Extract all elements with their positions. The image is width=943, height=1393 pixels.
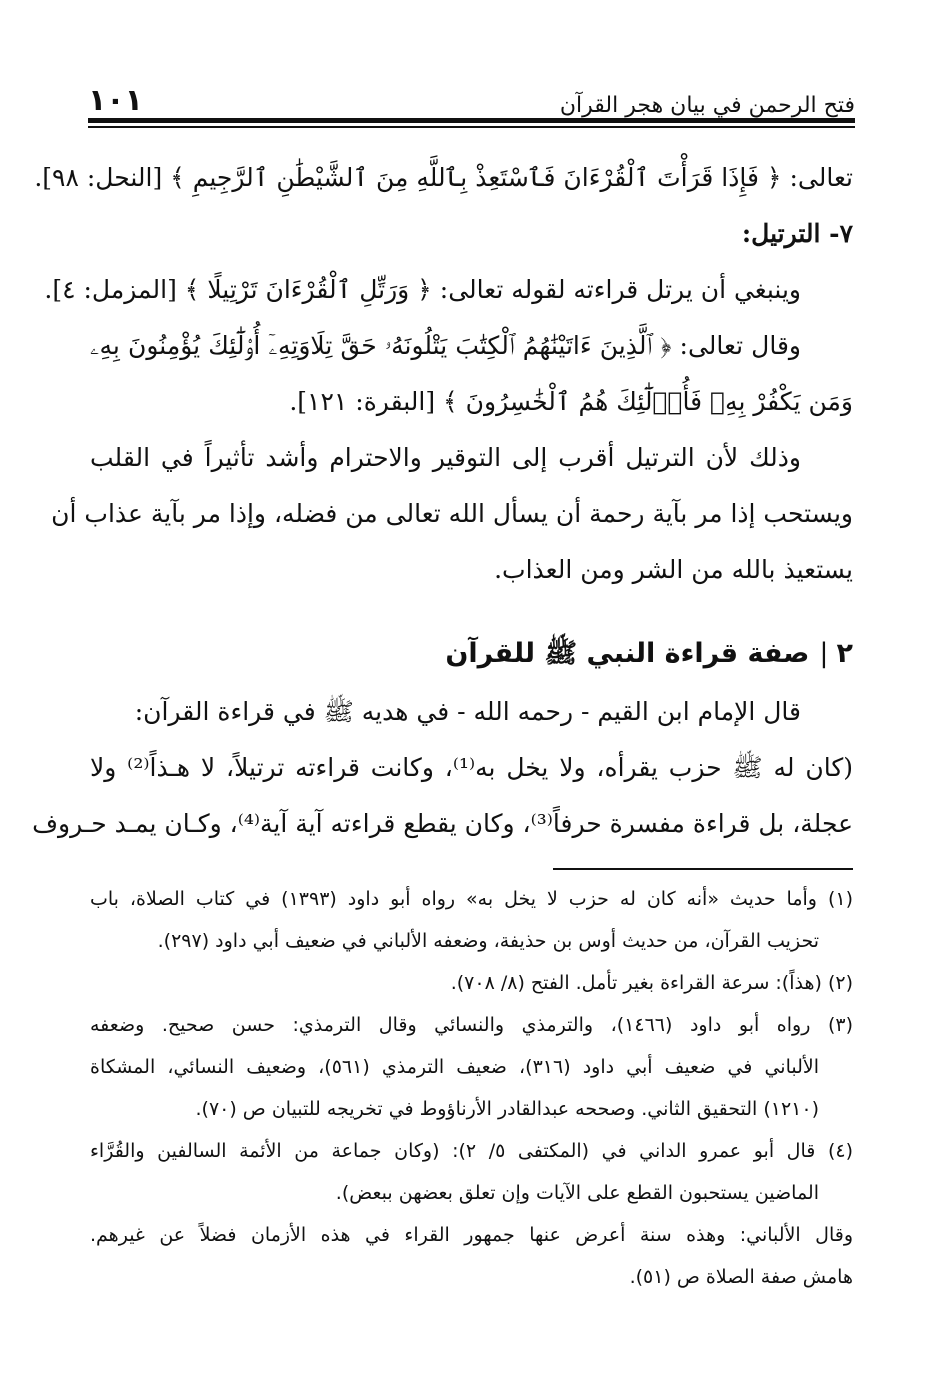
body-line: تعالى: ﴿ فَإِذَا قَرَأْتَ ٱلْقُرْءَانَ فَٱسْتَعِذْ بِٱللَّهِ مِنَ ٱلشَّيْطَٰنِ ٱلرَّجِيمِ ﴾ [النحل: ٩٨]. xyxy=(34,163,853,192)
body-line: قال الإمام ابن القيم - رحمه الله - في هديه ﷺ في قراءة القرآن: xyxy=(134,697,801,726)
section-divider-icon: | xyxy=(819,638,829,669)
footnote-line: تحزيب القرآن، من حديث أوس بن حذيفة، وضعفه الألباني في ضعيف أبي داود (٢٩٧). xyxy=(157,930,819,952)
footnote-line: (٣) رواه أبو داود (١٤٦٦)، والترمذي والنسائي وقال الترمذي: حسن صحيح. وضعفه xyxy=(90,1014,853,1036)
body-line: (كان له ﷺ حزب يقرأه، ولا يخل به⁽¹⁾، وكانت قراءته ترتيلاً، لا هـذاً⁽²⁾ ولا xyxy=(90,753,853,782)
running-title: فتح الرحمن في بيان هجر القرآن xyxy=(559,93,855,118)
footnote-line: الماضين يستحبون القطع على الآيات وإن تعلق بعضهن ببعض). xyxy=(335,1182,819,1204)
section-title: صفة قراءة النبي ﷺ للقرآن xyxy=(445,638,810,669)
page-number: ١٠١ xyxy=(88,83,143,118)
page-header xyxy=(88,78,855,118)
footnote-line: (٢) (هذاً): سرعة القراءة بغير تأمل. الفتح (٨/ ٧٠٨). xyxy=(450,972,853,994)
body-line: عجلة، بل قراءة مفسرة حرفاً⁽³⁾، وكان يقطع قراءته آية آية⁽⁴⁾، وكـان يمـد حـروف xyxy=(32,809,853,838)
footnote-line: (١) وأما حديث «أنه كان له حزب لا يخل به» رواه أبو داود (١٣٩٣) في كتاب الصلاة، باب xyxy=(90,888,853,910)
subheading-tartil: ٧- الترتيل: xyxy=(741,219,853,248)
footnote-line: الألباني في ضعيف أبي داود (٣١٦)، ضعيف الترمذي (٥٦١)، وضعيف النسائي، المشكاة xyxy=(90,1056,819,1078)
section-heading xyxy=(90,624,853,684)
footnotes xyxy=(90,878,853,1298)
body-line: وقال تعالى: ﴿ ٱلَّذِينَ ءَاتَيْنَٰهُمُ ٱلْكِتَٰبَ يَتْلُونَهُۥ حَقَّ تِلَاوَتِهِۦٓ أُو۟لَٰٓئِكَ يُؤْمِنُونَ بِهِۦ xyxy=(90,331,801,360)
body-line: يستعيذ بالله من الشر ومن العذاب. xyxy=(494,555,853,584)
body-line: وَمَن يَكْفُرْ بِهِۦ فَأُو۟لَٰٓئِكَ هُمُ ٱلْخَٰسِرُونَ ﴾ [البقرة: ١٢١]. xyxy=(289,387,853,416)
footnote-line: (١٢١٠) التحقيق الثاني. وصححه عبدالقادر الأرناؤوط في تخريجه للتبيان ص (٧٠). xyxy=(195,1098,819,1120)
body-line: وذلك لأن الترتيل أقرب إلى التوقير والاحترام وأشد تأثيراً في القلب xyxy=(90,443,801,472)
footnote-separator xyxy=(553,868,853,870)
header-rule-thin xyxy=(88,126,855,128)
footnote-line: هامش صفة الصلاة ص (٥١). xyxy=(629,1266,853,1288)
body-line: وينبغي أن يرتل قراءته لقوله تعالى: ﴿ وَرَتِّلِ ٱلْقُرْءَانَ تَرْتِيلًا ﴾ [المزمل: ٤]. xyxy=(44,275,801,304)
footnote-line: (٤) قال أبو عمرو الداني في (المكتفى ٥/ ٢): (وكان جماعة من الأئمة السالفين والقُرَّاء xyxy=(90,1140,853,1162)
body-line: ويستحب إذا مر بآية رحمة أن يسأل الله تعالى من فضله، وإذا مر بآية عذاب أن xyxy=(51,499,853,528)
section-number: ٢ xyxy=(836,638,853,669)
footnote-line: وقال الألباني: وهذه سنة أعرض عنها جمهور القراء في هذه الأزمان فضلاً عن غيرهم. xyxy=(90,1224,853,1246)
header-rule-thick xyxy=(88,118,855,123)
main-text xyxy=(32,150,853,852)
